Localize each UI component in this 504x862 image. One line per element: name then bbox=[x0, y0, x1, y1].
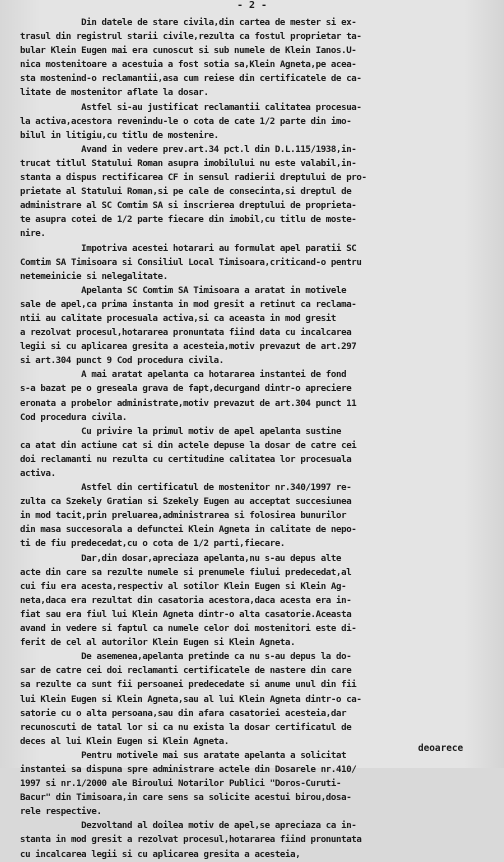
text-line: in mod tacit,prin preluarea,administrarea si folosirea bunurilor bbox=[20, 511, 347, 522]
text-line: acte din care sa rezulte numele si prenumele fiului predecedat,al bbox=[20, 567, 352, 578]
text-line: Apelanta SC Comtim SA Timisoara a aratat in motivele bbox=[20, 285, 347, 296]
text-line: neta,daca era rezultat din casatoria acestora,daca acesta era in- bbox=[20, 595, 352, 606]
text-line: nica mostenitoare a acestuia a fost sotia sa,Klein Agneta,pe acea- bbox=[20, 60, 357, 71]
text-line: a rezolvat procesul,hotararea pronuntata fiind data cu incalcarea bbox=[20, 328, 352, 339]
text-line: A mai aratat apelanta ca hotararea instantei de fond bbox=[20, 370, 347, 381]
text-line: Astfel din certificatul de mostenitor nr.340/1997 re- bbox=[20, 483, 352, 494]
text-line: rele respective. bbox=[20, 807, 102, 818]
text-line: sar de catre cei doi reclamanti certificatele de nastere din care bbox=[20, 666, 352, 677]
text-line: activa. bbox=[20, 469, 56, 479]
text-line: satorie cu o alta persoana,sau din afara casatoriei acesteia,dar bbox=[20, 708, 347, 719]
text-line: la activa,acestora revenindu-le o cota de cate 1/2 parte din imo- bbox=[20, 116, 352, 127]
text-line: Pentru motivele mai sus aratate apelanta a solicitat bbox=[20, 750, 347, 761]
text-line: si art.304 punct 9 Cod procedura civila. bbox=[20, 356, 224, 367]
text-line: Dezvoltand al doilea motiv de apel,se apreciaza ca in- bbox=[20, 821, 357, 832]
text-line: Avand in vedere prev.art.34 pct.l din D.L.115/1938,in- bbox=[20, 144, 357, 155]
text-line: nire. bbox=[20, 229, 46, 240]
text-line: cui fiu era acesta,respectiv al sotilor Klein Eugen si Klein Ag- bbox=[20, 581, 347, 592]
text-line: doi reclamanti nu rezulta cu certitudine calitatea lor procesuala bbox=[20, 454, 352, 465]
text-line: trasul din registrul starii civile,rezulta ca fostul proprietar ta- bbox=[20, 32, 362, 43]
text-line: ferit de cel al autorilor Klein Eugen si Klein Agneta. bbox=[20, 638, 296, 649]
text-line: 1997 si nr.1/2000 ale Biroului Notarilor Publici "Doros-Curuti- bbox=[20, 779, 342, 790]
text-line: zulta ca Szekely Gratian si Szekely Eugen au acceptat succesiunea bbox=[20, 497, 352, 508]
text-line: ntii au calitate procesuala activa,si ca aceasta in mod gresit bbox=[20, 313, 336, 324]
text-line: lui Klein Eugen si Klein Agneta,sau al lui Klein Agneta dintr-o ca- bbox=[20, 694, 362, 705]
text-line: recunoscuti de tatal lor si ca nu exista la dosar certificatul de bbox=[20, 722, 352, 733]
text-line: stanta a dispus rectificarea CF in sensul radierii dreptului de pro- bbox=[20, 173, 367, 184]
text-line: cu incalcarea legii si cu aplicarea gresita a acesteia, bbox=[20, 849, 301, 860]
text-line: deces al lui Klein Eugen si Klein Agneta. bbox=[20, 736, 229, 747]
text-line: eronata a probelor administrate,motiv prevazut de art.304 punct 11 bbox=[20, 398, 357, 409]
text-line: avand in vedere si faptul ca numele celor doi mostenitori este di- bbox=[20, 624, 357, 635]
text-line: stanta in mod gresit a rezolvat procesul,hotararea fiind pronuntata bbox=[20, 835, 362, 846]
text-line: Astfel si-au justificat reclamantii calitatea procesua- bbox=[20, 102, 362, 113]
text-line: sale de apel,ca prima instanta in mod gresit a retinut ca reclama- bbox=[20, 299, 357, 310]
text-line: din masa succesorala a defunctei Klein Agneta in calitate de nepo- bbox=[20, 525, 357, 536]
text-line: legii si cu aplicarea gresita a acesteia,motiv prevazut de art.297 bbox=[20, 342, 357, 353]
text-line: prietate al Statului Roman,si pe cale de consecinta,si dreptul de bbox=[20, 187, 352, 198]
text-line: Comtim SA Timisoara si Consiliul Local Timisoara,criticand-o pentru bbox=[20, 257, 362, 268]
closing-word: deoarece bbox=[418, 743, 464, 754]
text-line: administrare al SC Comtim SA si inscrierea dreptului de proprieta- bbox=[20, 201, 357, 212]
page-number: - 2 - bbox=[236, 0, 268, 11]
text-line: instantei sa dispuna spre administrare actele din Dosarele nr.410/ bbox=[20, 764, 357, 775]
text-line: ca atat din actiune cat si din actele depuse la dosar de catre cei bbox=[20, 440, 357, 451]
text-line: Cu privire la primul motiv de apel apelanta sustine bbox=[20, 426, 342, 437]
text-line: Bacur" din Timisoara,in care sens sa solicite acestui birou,dosa- bbox=[20, 793, 352, 804]
text-line: netemeinicie si nelegalitate. bbox=[20, 271, 168, 282]
text-line: sta mostenind-o reclamantii,asa cum reiese din certificatele de ca- bbox=[20, 74, 362, 85]
text-line: bilul in litigiu,cu titlu de mostenire. bbox=[20, 130, 219, 141]
text-line: De asemenea,apelanta pretinde ca nu s-au depus la do- bbox=[20, 652, 352, 663]
text-line: Din datele de stare civila,din cartea de mester si ex- bbox=[20, 18, 357, 28]
text-line: Cod procedura civila. bbox=[20, 412, 128, 423]
text-line: Dar,din dosar,apreciaza apelanta,nu s-au depus alte bbox=[20, 553, 342, 564]
text-line: fiat sau era fiul lui Klein Agneta dintr-o alta casatorie.Aceasta bbox=[20, 609, 352, 620]
text-line: te asupra cotei de 1/2 parte fiecare din imobil,cu titlu de moste- bbox=[20, 215, 357, 226]
text-line: ti de fiu predecedat,cu o cota de 1/2 parti,fiecare. bbox=[20, 539, 286, 550]
text-line: Impotriva acestei hotarari au formulat apel paratii SC bbox=[20, 243, 357, 254]
text-line: sa rezulte ca sunt fii persoanei predecedate si anume unul din fii bbox=[20, 680, 357, 691]
text-line: s-a bazat pe o greseala grava de fapt,decurgand dintr-o apreciere bbox=[20, 384, 352, 395]
text-line: bular Klein Eugen mai era cunoscut si sub numele de Klein Ianos.U- bbox=[20, 46, 357, 57]
text-line: trucat titlul Statului Roman asupra imobilului nu este valabil,in- bbox=[20, 158, 357, 169]
text-line: litate de mostenitor aflate la dosar. bbox=[20, 88, 209, 99]
document-body bbox=[20, 16, 490, 862]
